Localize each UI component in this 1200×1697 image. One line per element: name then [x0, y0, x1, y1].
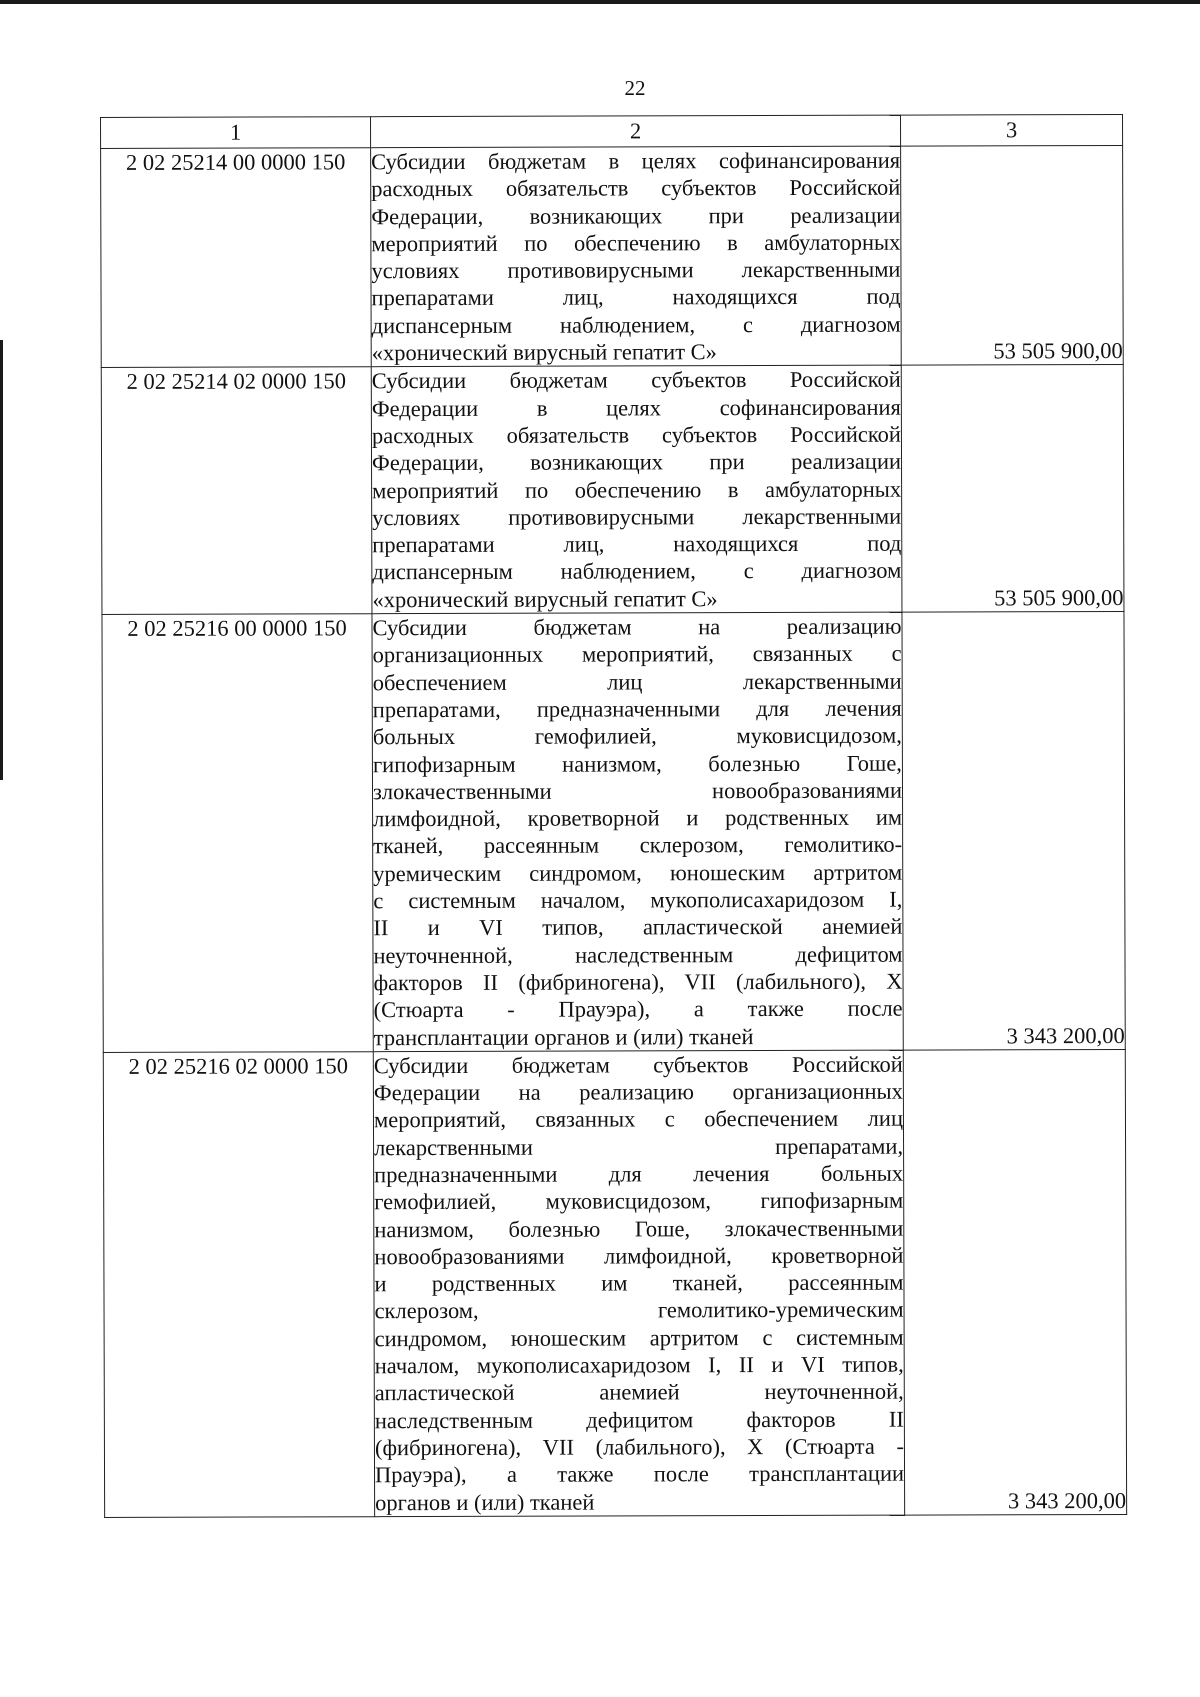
budget-table — [100, 114, 1127, 1518]
description-line: диспансерным наблюдением, с диагнозом — [372, 558, 902, 585]
description-line: расходных обязательств субъектов Российской — [371, 421, 901, 449]
description-line: больных гемофилией, муковисцидозом, — [372, 722, 902, 750]
row-amount: 53 505 900,00 — [901, 365, 1124, 612]
table-row — [102, 612, 1125, 1053]
description-line: трансплантации органов и (или) тканей — [373, 1023, 754, 1050]
description-line: синдромом, юношеским артритом с системным — [374, 1324, 904, 1351]
description-line: органов и (или) тканей — [375, 1489, 595, 1515]
description-line: гипофизарным нанизмом, болезнью Гоше, — [372, 750, 902, 777]
description-line: препаратами, предназначенными для лечения — [372, 695, 902, 723]
description-line: препаратами лиц, находящихся под — [371, 284, 901, 311]
description-line: (Стюарта - Прауэра), а также после — [373, 995, 903, 1023]
description-line: «хронический вирусный гепатит С» — [372, 585, 718, 612]
column-header-amount: 3 — [900, 114, 1122, 146]
description-line: мероприятий по обеспечению в амбулаторных — [371, 229, 901, 257]
column-header-description: 2 — [371, 115, 901, 148]
row-description — [372, 612, 903, 1051]
description-line: диспансерным наблюдением, с диагнозом — [371, 311, 901, 338]
description-line: мероприятий по обеспечению в амбулаторных — [372, 476, 902, 503]
description-line: организационных мероприятий, связанных с — [372, 640, 902, 668]
row-amount: 53 505 900,00 — [901, 145, 1124, 365]
description-line: лимфоидной, кроветворной и родственных им — [373, 804, 903, 832]
description-line: расходных обязательств субъектов Российской — [371, 174, 901, 202]
description-line: гемофилией, муковисцидозом, гипофизарным — [374, 1187, 904, 1215]
description-line: неуточненной, наследственным дефицитом — [373, 941, 903, 968]
description-line: и родственных им тканей, рассеянным — [374, 1269, 904, 1297]
description-line: условиях противовирусными лекарственными — [371, 256, 901, 284]
description-line: лекарственными препаратами, — [374, 1133, 904, 1160]
row-amount: 3 343 200,00 — [903, 1049, 1126, 1515]
description-line: склерозом, гемолитико-уремическим — [374, 1297, 904, 1324]
description-line: Субсидии бюджетам на реализацию — [372, 613, 902, 641]
row-description — [371, 365, 902, 613]
description-line: Федерации, возникающих при реализации — [371, 448, 902, 476]
description-line: наследственным дефицитом факторов II — [374, 1406, 904, 1433]
description-line: с системным началом, мукополисахаридозом I, — [373, 886, 903, 914]
description-line: злокачественными новообразованиями — [372, 777, 903, 805]
description-line: обеспечением лиц лекарственными — [372, 668, 902, 695]
page-number: 22 — [624, 76, 646, 100]
description-line: (фибриногена), VII (лабильного), X (Стюарта - — [374, 1433, 904, 1461]
scan-border-left — [0, 340, 3, 780]
description-line: препаратами лиц, находящихся под — [372, 530, 902, 558]
column-header-code: 1 — [101, 117, 371, 149]
scan-border-top — [0, 0, 1200, 4]
description-line: Субсидии бюджетам в целях софинансирования — [371, 147, 901, 175]
table-header-row — [101, 114, 1123, 148]
description-line: Федерации на реализацию организационных — [373, 1078, 903, 1106]
description-line: мероприятий, связанных с обеспечением лиц — [373, 1106, 904, 1133]
table-row — [103, 1049, 1126, 1517]
description-line: Субсидии бюджетам субъектов Российской — [371, 367, 901, 394]
row-code: 2 02 25216 00 0000 150 — [102, 614, 373, 1053]
table-row — [101, 365, 1124, 615]
description-line: уремическим синдромом, юношеским артритом — [373, 859, 903, 886]
row-description — [373, 1050, 904, 1517]
row-code: 2 02 25216 02 0000 150 — [103, 1051, 374, 1517]
description-line: Прауэра), а также после трансплантации — [374, 1460, 905, 1488]
description-line: Субсидии бюджетам субъектов Российской — [373, 1051, 903, 1078]
row-code: 2 02 25214 02 0000 150 — [101, 367, 372, 614]
description-line: Федерации, возникающих при реализации — [371, 202, 901, 229]
row-amount: 3 343 200,00 — [902, 612, 1125, 1050]
description-line: предназначенными для лечения больных — [374, 1160, 904, 1188]
table-row — [101, 145, 1124, 367]
description-line: «хронический вирусный гепатит С» — [371, 339, 717, 366]
description-line: нанизмом, болезнью Гоше, злокачественными — [374, 1215, 904, 1242]
row-code: 2 02 25214 00 0000 150 — [101, 148, 372, 368]
description-line: новообразованиями лимфоидной, кроветворной — [374, 1242, 904, 1270]
description-line: Федерации в целях софинансирования — [371, 394, 901, 421]
description-line: апластической анемией неуточненной, — [374, 1378, 904, 1406]
description-line: факторов II (фибриногена), VII (лабильного), X — [373, 968, 903, 996]
description-line: тканей, рассеянным склерозом, гемолитико- — [373, 832, 903, 859]
description-line: условиях противовирусными лекарственными — [372, 503, 902, 531]
description-line: началом, мукополисахаридозом I, II и VI типов, — [374, 1351, 904, 1379]
description-line: II и VI типов, апластической анемией — [373, 913, 903, 941]
row-description — [371, 146, 902, 367]
